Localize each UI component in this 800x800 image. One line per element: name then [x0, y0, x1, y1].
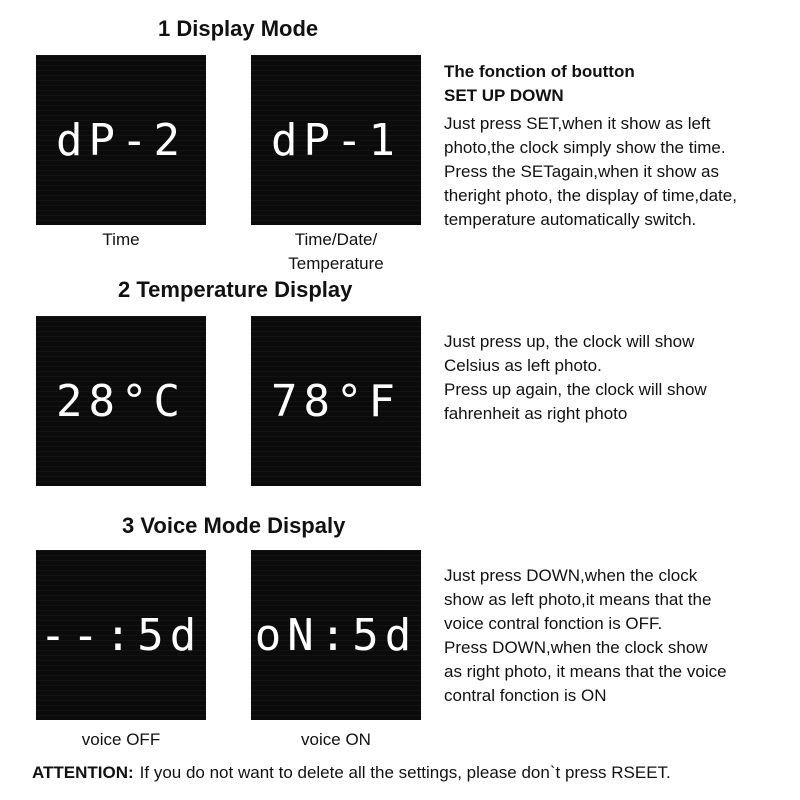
caption-time-date-temperature [251, 228, 421, 276]
description-heading-line2: SET UP DOWN [444, 86, 564, 105]
description-line: fahrenheit as right photo [444, 404, 628, 423]
description-line: Just press SET,when it show as left [444, 114, 711, 133]
clock-readout: --:5d [39, 609, 203, 661]
clock-photo-voice-on [251, 550, 421, 720]
caption-text: Time [102, 230, 140, 249]
description-line: photo,the clock simply show the time. [444, 138, 726, 157]
description-line: Celsius as left photo. [444, 356, 602, 375]
description-line: Press the SETagain,when it show as [444, 162, 719, 181]
caption-text-line2: Temperature [288, 254, 384, 273]
caption-text: voice OFF [81, 730, 161, 749]
description-line: Press DOWN,when the clock show [444, 638, 708, 657]
section-title-voice-mode: 3 Voice Mode Dispaly [122, 513, 346, 538]
attention-text: If you do not want to delete all the settings, please don`t press RSEET. [139, 763, 671, 782]
description-line: Just press DOWN,when the clock [444, 566, 698, 585]
clock-readout: 78°F [271, 375, 401, 427]
description-line: theright photo, the display of time,date, [444, 186, 737, 205]
caption-text-line1: Time/Date/ [294, 230, 378, 249]
caption-time [36, 228, 206, 252]
description-line: show as left photo,it means that the [444, 590, 712, 609]
display-mode-description [444, 60, 737, 232]
clock-photo-celsius [36, 316, 206, 486]
description-line: voice contral fonction is OFF. [444, 614, 663, 633]
attention-label: ATTENTION: [32, 763, 134, 782]
voice-mode-description [444, 564, 727, 708]
clock-readout: dP-2 [56, 114, 186, 166]
section-title-display-mode: 1 Display Mode [158, 16, 319, 41]
clock-photo-voice-off [36, 550, 206, 720]
description-line: as right photo, it means that the voice [444, 662, 727, 681]
description-line: contral fonction is ON [444, 686, 607, 705]
attention-note [32, 763, 671, 783]
description-heading-line1: The fonction of boutton [444, 62, 635, 81]
description-line: Press up again, the clock will show [444, 380, 707, 399]
clock-readout: dP-1 [271, 114, 401, 166]
clock-readout: 28°C [56, 375, 186, 427]
temperature-description [444, 330, 707, 426]
section-title-temperature-display: 2 Temperature Display [118, 277, 353, 302]
clock-photo-fahrenheit [251, 316, 421, 486]
caption-voice-off [36, 728, 206, 752]
clock-readout: oN:5d [254, 609, 418, 661]
caption-voice-on [251, 728, 421, 752]
description-line: temperature automatically switch. [444, 210, 697, 229]
clock-photo-time [36, 55, 206, 225]
caption-text: voice ON [301, 730, 371, 749]
description-line: Just press up, the clock will show [444, 332, 695, 351]
clock-photo-time-date-temperature [251, 55, 421, 225]
